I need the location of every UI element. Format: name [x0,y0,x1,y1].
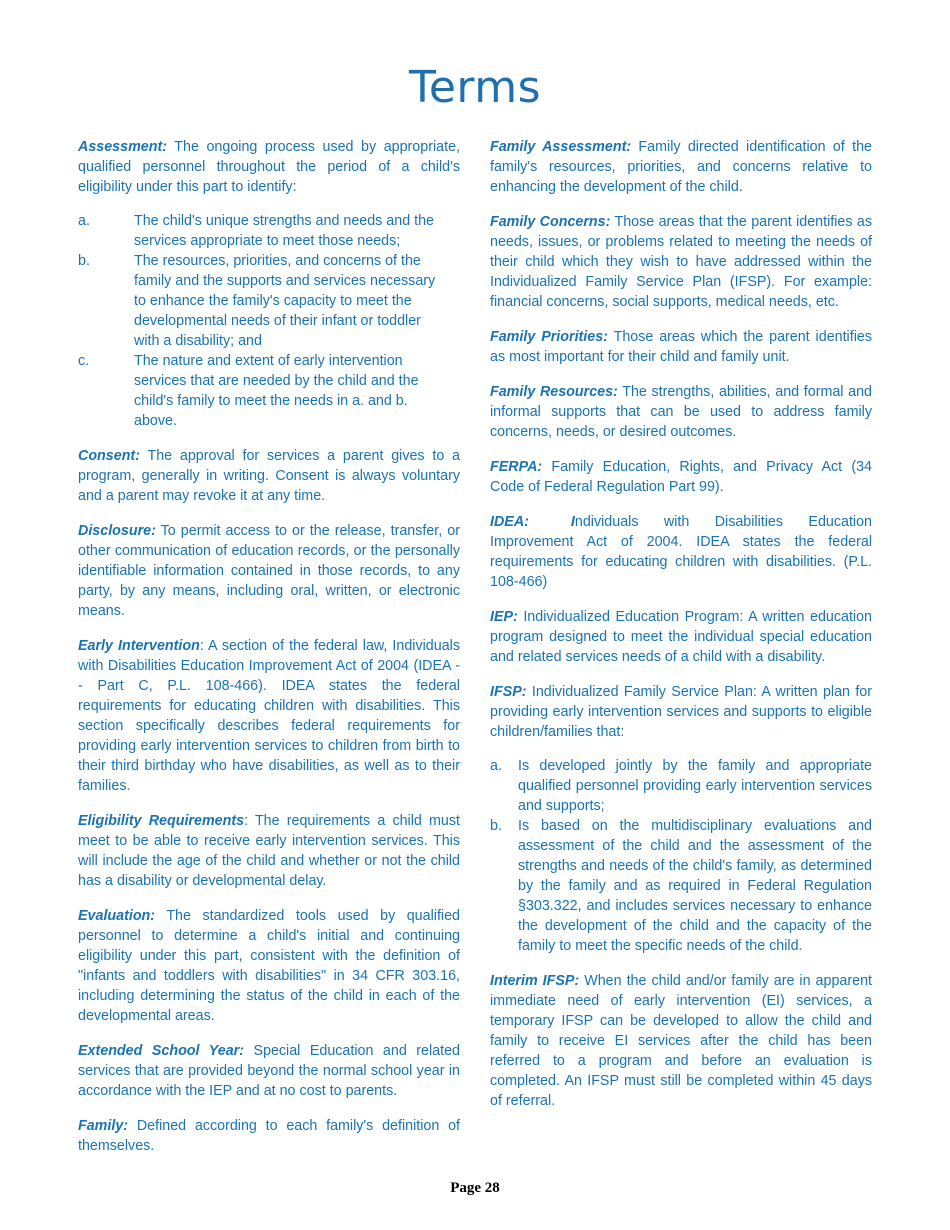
term-label: Family Assessment: [490,139,632,155]
list-marker: b. [78,253,90,269]
term-label: Family Priorities: [490,329,608,345]
list-item-text: Is developed jointly by the family and appropriate qualified personnel providing early intervention services and supports; [518,758,872,814]
term-definition: Those areas that the parent identifies as needs, issues, or problems related to meeting the needs of their child which they wish to have addressed within the Individualized Family Service Plan (IFSP). For example: financial concerns, social supports, medical needs, etc. [490,214,872,310]
list-item [490,816,872,956]
list-item-text: The resources, priorities, and concerns of the family and the supports and services necessary to enhance the family's capacity to meet the developmental needs of their infant or toddler with a disability; and [134,253,436,349]
term-family-resources [490,382,872,442]
term-definition: The approval for services a parent gives to a program, generally in writing. Consent is always voluntary and a parent may revoke it at any time. [78,448,460,504]
term-definition: Those areas which the parent identifies as most important for their child and family unit. [490,329,872,365]
term-evaluation [78,906,460,1026]
term-label: Family Resources: [490,384,618,400]
term-iep [490,607,872,667]
term-label: Consent: [78,448,140,464]
term-interim-ifsp [490,971,872,1111]
term-label: Family Concerns: [490,214,611,230]
term-definition: The strengths, abilities, and formal and informal supports that can be used to address family concerns, needs, or desired outcomes. [490,384,872,440]
term-definition: The standardized tools used by qualified personnel to determine a child's initial and continuing eligibility under this part, consistent with the definition of "infants and toddlers with disabilities" in 34 CFR 303.16, including determining the status of the child in each of the developmental areas. [78,908,460,1024]
term-family-concerns [490,212,872,312]
list-item [78,211,460,251]
term-definition: : The requirements a child must meet to be able to receive early intervention services. This will include the age of the child and whether or not the child has a disability or developmental delay. [78,813,461,889]
term-definition: ndividuals with Disabilities Education Improvement Act of 2004. IDEA states the federal requirements for educating children with disabilities. (P.L. 108-466) [490,514,872,590]
list-marker: a. [78,213,90,229]
term-label: IFSP: [490,684,527,700]
term-label: Family: [78,1118,129,1134]
list-marker: b. [490,818,502,834]
term-eligibility-requirements [78,811,460,891]
list-marker: c. [78,353,90,369]
list-marker: a. [490,758,502,774]
ifsp-list [490,756,872,956]
term-idea [490,512,872,592]
term-definition: Individualized Education Program: A written education program designed to meet the individual special education and related services needs of a child with a disability. [490,609,872,665]
term-label: Interim IFSP: [490,973,580,989]
term-definition: To permit access to or the release, transfer, or other communication of education records, or the personally identifiable information contained in those records, to any party, by any means, including oral, written, or electronic means. [78,523,460,619]
term-disclosure [78,521,460,621]
list-item [78,251,460,351]
term-label: Early Intervention [78,638,200,654]
term-early-intervention [78,636,460,796]
left-column [78,137,460,1171]
list-item-text: Is based on the multidisciplinary evaluations and assessment of the child and the assessment of the strengths and needs of the child's family, as determined by the family and as required in Federal Regulation §303.322, and includes services necessary to enhance the development of the child and the capacity of the family to meet the specific needs of the child. [518,818,872,954]
term-family [78,1116,460,1156]
term-initial: I [570,514,575,530]
term-definition: When the child and/or family are in apparent immediate need of early intervention (EI) services, a temporary IFSP can be developed to allow the child and family to receive EI services after the child has been referred to a program and before an evaluation is completed. An IFSP must still be completed within 45 days of referral. [490,973,872,1109]
term-definition: : A section of the federal law, Individuals with Disabilities Education Improvement Act of 2004 (IDEA -- Part C, P.L. 108-466). IDEA states the federal requirements for educating children with disabilities. This section specifically describes federal requirements for providing early intervention services to children from birth to their third birthday who have disabilities, as well as to their families. [78,638,460,794]
term-extended-school-year [78,1041,460,1101]
term-label: Evaluation: [78,908,156,924]
term-label: FERPA: [490,459,543,475]
term-consent [78,446,460,506]
term-label: Assessment: [78,139,167,155]
list-item-text: The child's unique strengths and needs and the services appropriate to meet those needs; [134,213,434,249]
term-definition: Family directed identification of the family's resources, priorities, and concerns relative to enhancing the development of the child. [490,139,872,195]
term-definition: Individualized Family Service Plan: A written plan for providing early intervention services and supports to eligible children/families that: [490,684,872,740]
list-item [78,351,460,431]
term-family-priorities [490,327,872,367]
term-label: Eligibility Requirements [78,813,245,829]
term-ferpa [490,457,872,497]
term-label: Extended School Year: [78,1043,244,1059]
list-item [490,756,872,816]
term-label: IEP: [490,609,518,625]
page-title: Terms [408,62,542,113]
list-item-text: The nature and extent of early intervention services that are needed by the child and the child's family to meet the needs in a. and b. above. [134,353,419,429]
term-family-assessment [490,137,872,197]
term-label: IDEA: [490,514,529,530]
term-definition: Defined according to each family's definition of themselves. [78,1118,460,1154]
term-assessment [78,137,460,197]
term-ifsp [490,682,872,742]
right-column [490,137,872,1126]
page-number: Page 28 [450,1180,500,1196]
term-label: Disclosure: [78,523,156,539]
assessment-list [78,211,460,431]
term-definition: The ongoing process used by appropriate, qualified personnel throughout the period of a child's eligibility under this part to identify: [78,139,460,195]
term-definition: Family Education, Rights, and Privacy Act (34 Code of Federal Regulation Part 99). [490,459,872,495]
term-definition: Special Education and related services that are provided beyond the normal school year in accordance with the IEP and at no cost to parents. [78,1043,460,1099]
